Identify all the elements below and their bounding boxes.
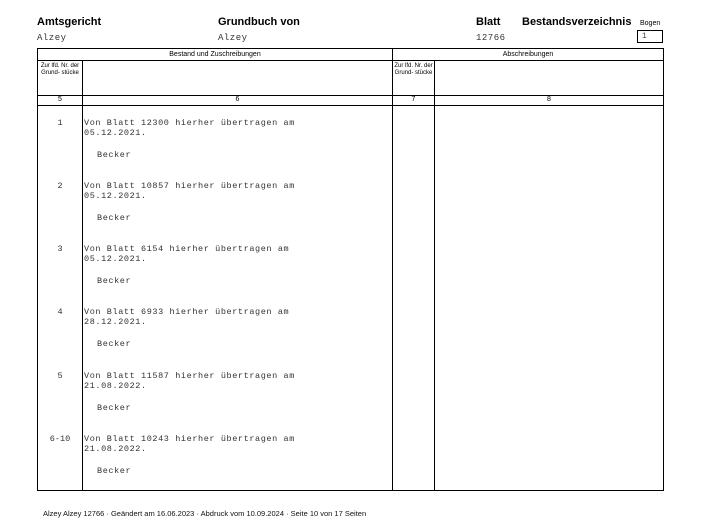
list-item [38,181,392,231]
entry-text-line1: Von Blatt 6933 hierher übertragen am [84,307,290,317]
entry-signature: Becker [97,403,132,413]
entry-text-line1: Von Blatt 10243 hierher übertragen am [84,434,295,444]
entry-text-line1: Von Blatt 12300 hierher übertragen am [84,118,295,128]
entry-text-line2: 21.08.2022. [84,381,147,391]
entry-signature: Becker [97,150,132,160]
section-divider [38,60,663,61]
entry-text-line1: Von Blatt 10857 hierher übertragen am [84,181,295,191]
column-head-5: Zur lfd. Nr. der Grund- stücke [40,63,80,76]
column-number-8: 8 [547,96,551,103]
entry-number: 5 [57,371,63,381]
list-item [38,244,392,294]
entry-signature: Becker [97,466,132,476]
blatt-value: 12766 [476,33,506,43]
column-number-5: 5 [58,96,62,103]
colnum-divider [38,105,663,106]
grundbuch-label: Grundbuch von [218,16,300,28]
blatt-label: Blatt [476,16,501,28]
entry-text-line2: 05.12.2021. [84,254,147,264]
entry-signature: Becker [97,213,132,223]
list-item [38,307,392,357]
entry-signature: Becker [97,276,132,286]
entry-number: 3 [57,244,63,254]
entry-signature: Becker [97,339,132,349]
amtsgericht-value: Alzey [37,33,67,43]
list-item [38,434,392,484]
entry-text-line1: Von Blatt 6154 hierher übertragen am [84,244,290,254]
entry-number: 1 [57,118,63,128]
amtsgericht-label: Amtsgericht [37,16,102,28]
entry-number: 4 [57,307,63,317]
entry-text-line2: 28.12.2021. [84,317,147,327]
section-vline [392,49,393,490]
list-item [38,371,392,421]
section-title-abschreibungen: Abschreibungen [502,51,554,58]
bogen-label: Bogen [640,20,661,27]
column-number-7: 7 [411,96,416,103]
entry-text-line2: 21.08.2022. [84,444,147,454]
table-frame [37,48,664,491]
page-title: Bestandsverzeichnis [522,16,632,28]
entry-text-line2: 05.12.2021. [84,191,147,201]
column-number-6: 6 [235,96,240,103]
entry-text-line1: Von Blatt 11587 hierher übertragen am [84,371,295,381]
page-footer: Alzey Alzey 12766 · Geändert am 16.06.2023 · Abdruck vom 10.09.2024 · Seite 10 von 17 Seiten [43,509,367,518]
section-title-bestand: Bestand und Zuschreibungen [169,51,261,58]
grundbuch-value: Alzey [218,33,248,43]
entry-number: 6-10 [49,434,71,444]
column-head-7: Zur lfd. Nr. der Grund- stücke [394,63,433,76]
entry-number: 2 [57,181,63,191]
list-item [38,118,392,168]
entry-text-line2: 05.12.2021. [84,128,147,138]
bogen-value: 1 [637,30,663,43]
col7-vline [434,60,435,490]
